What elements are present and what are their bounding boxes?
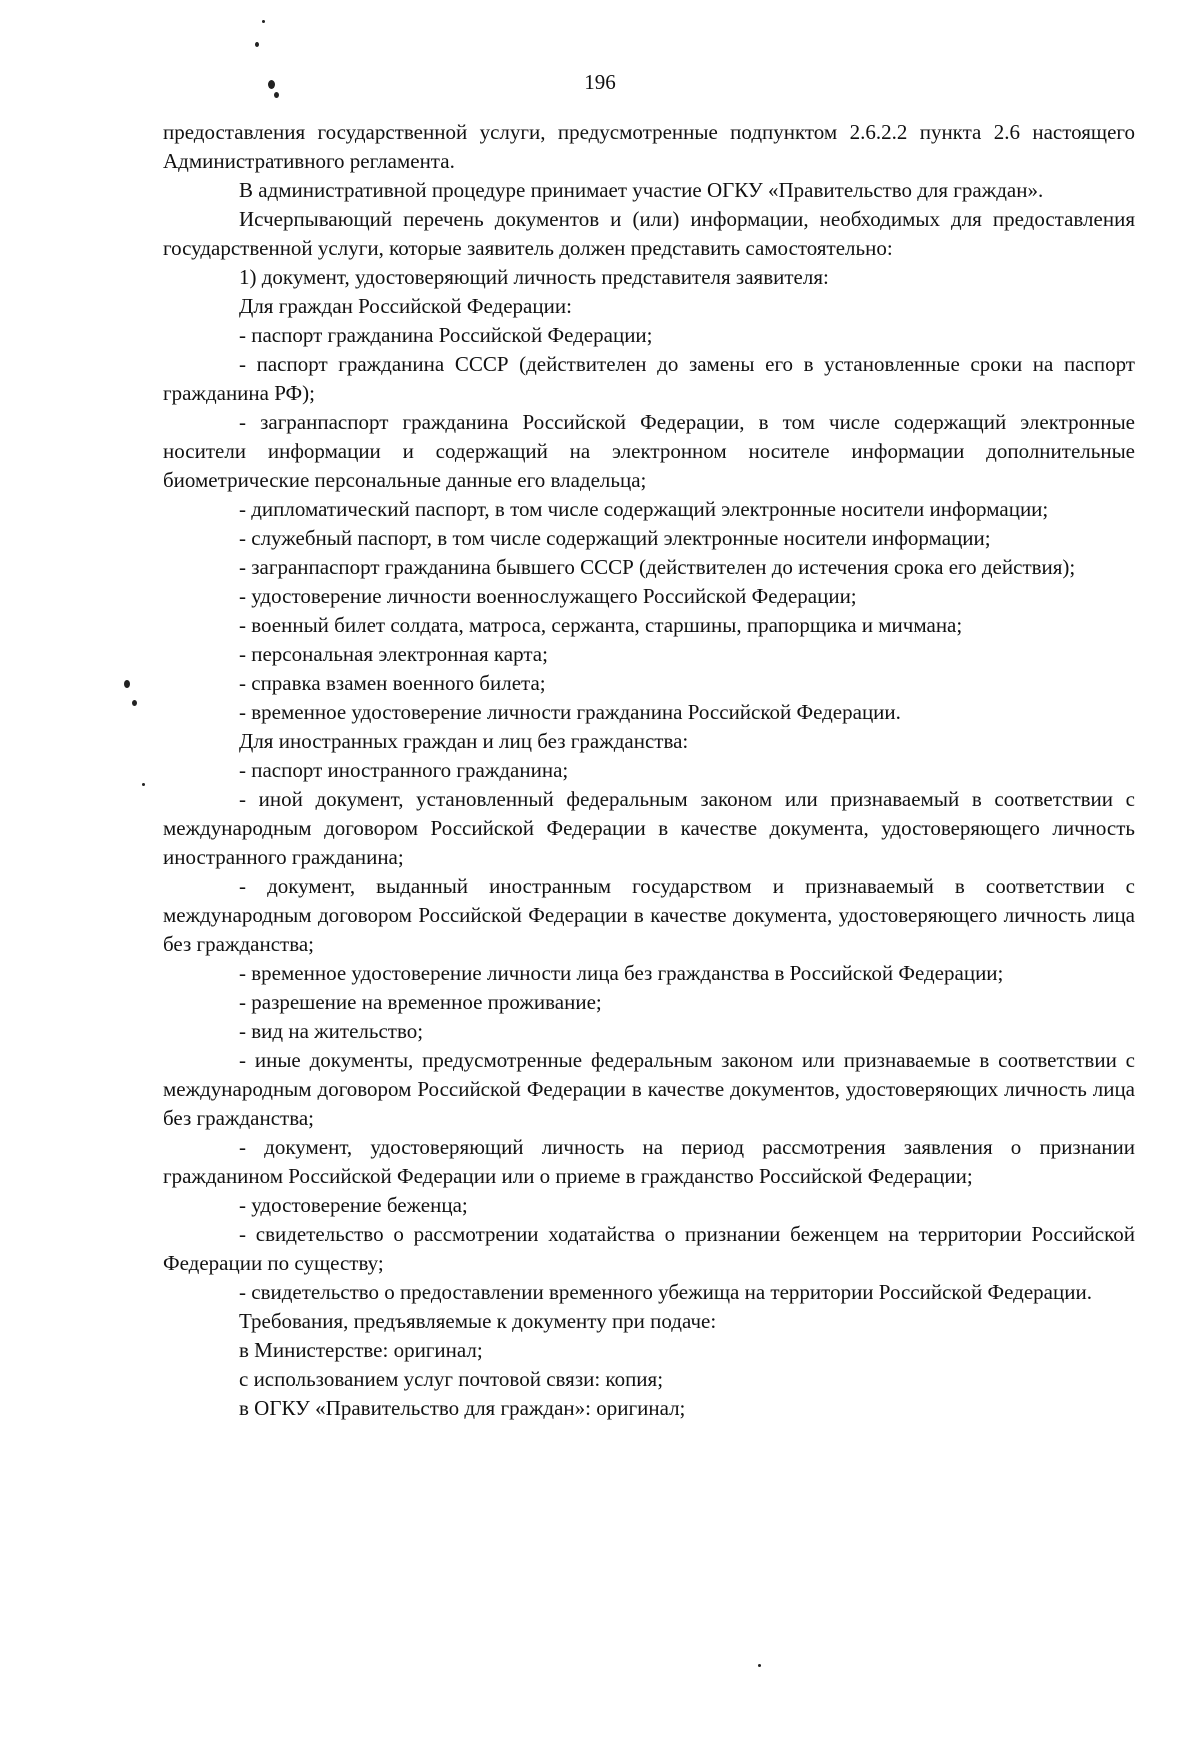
list-item: - разрешение на временное проживание; — [239, 990, 602, 1014]
list-item: - паспорт гражданина СССР (действителен до замены его в установленные сроки на паспорт гражданина РФ); — [163, 352, 1135, 405]
list-item: - загранпаспорт гражданина бывшего СССР (действителен до истечения срока его действия); — [239, 555, 1076, 579]
list-item: - паспорт иностранного гражданина; — [239, 758, 569, 782]
list-item: - иные документы, предусмотренные федеральным законом или признаваемые в соответствии с международным договором Российской Федерации в качестве документов, удостоверяющих личность лица без гражданства; — [163, 1048, 1135, 1130]
list-item: - загранпаспорт гражданина Российской Федерации, в том числе содержащий электронные носители информации и содержащий на электронном носителе информации дополнительные биометрические персональные данные его владельца; — [163, 410, 1135, 492]
list-item: - вид на жительство; — [239, 1019, 424, 1043]
document-body — [163, 118, 1135, 1423]
list-item: - временное удостоверение личности гражданина Российской Федерации. — [239, 700, 901, 724]
list-item: - удостоверение личности военнослужащего Российской Федерации; — [239, 584, 857, 608]
list-item: - справка взамен военного билета; — [239, 671, 546, 695]
paragraph: предоставления государственной услуги, предусмотренные подпунктом 2.6.2.2 пункта 2.6 настоящего Административного регламента. — [163, 120, 1135, 173]
list-item: - документ, выданный иностранным государством и признаваемый в соответствии с международным договором Российской Федерации в качестве документа, удостоверяющего личность лица без гражданства; — [163, 874, 1135, 956]
list-item: - свидетельство о предоставлении временного убежища на территории Российской Федерации. — [239, 1280, 1092, 1304]
section-heading: Требования, предъявляемые к документу при подаче: — [239, 1309, 717, 1333]
section-heading: Для иностранных граждан и лиц без гражданства: — [239, 729, 689, 753]
list-item: - временное удостоверение личности лица без гражданства в Российской Федерации; — [239, 961, 1004, 985]
list-item: с использованием услуг почтовой связи: копия; — [239, 1367, 664, 1391]
section-heading: Для граждан Российской Федерации: — [239, 294, 572, 318]
list-item: - свидетельство о рассмотрении ходатайства о признании беженцем на территории Российской Федерации по существу; — [163, 1222, 1135, 1275]
list-item: 1) документ, удостоверяющий личность представителя заявителя: — [239, 265, 829, 289]
list-item: - дипломатический паспорт, в том числе содержащий электронные носители информации; — [239, 497, 1049, 521]
list-item: в ОГКУ «Правительство для граждан»: оригинал; — [239, 1396, 686, 1420]
list-item: - иной документ, установленный федеральным законом или признаваемый в соответствии с международным договором Российской Федерации в качестве документа, удостоверяющего личность иностранного гражданина; — [163, 787, 1135, 869]
list-item: в Министерстве: оригинал; — [239, 1338, 483, 1362]
list-item: - паспорт гражданина Российской Федерации; — [239, 323, 653, 347]
list-item: - удостоверение беженца; — [239, 1193, 468, 1217]
list-item: - служебный паспорт, в том числе содержащий электронные носители информации; — [239, 526, 991, 550]
list-item: - документ, удостоверяющий личность на период рассмотрения заявления о признании гражданином Российской Федерации или о приеме в гражданство Российской Федерации; — [163, 1135, 1135, 1188]
paragraph: В административной процедуре принимает участие ОГКУ «Правительство для граждан». — [239, 178, 1044, 202]
paragraph: Исчерпывающий перечень документов и (или) информации, необходимых для предоставления государственной услуги, которые заявитель должен представить самостоятельно: — [163, 207, 1135, 260]
page-number: 196 — [584, 70, 616, 94]
list-item: - персональная электронная карта; — [239, 642, 548, 666]
list-item: - военный билет солдата, матроса, сержанта, старшины, прапорщика и мичмана; — [239, 613, 963, 637]
